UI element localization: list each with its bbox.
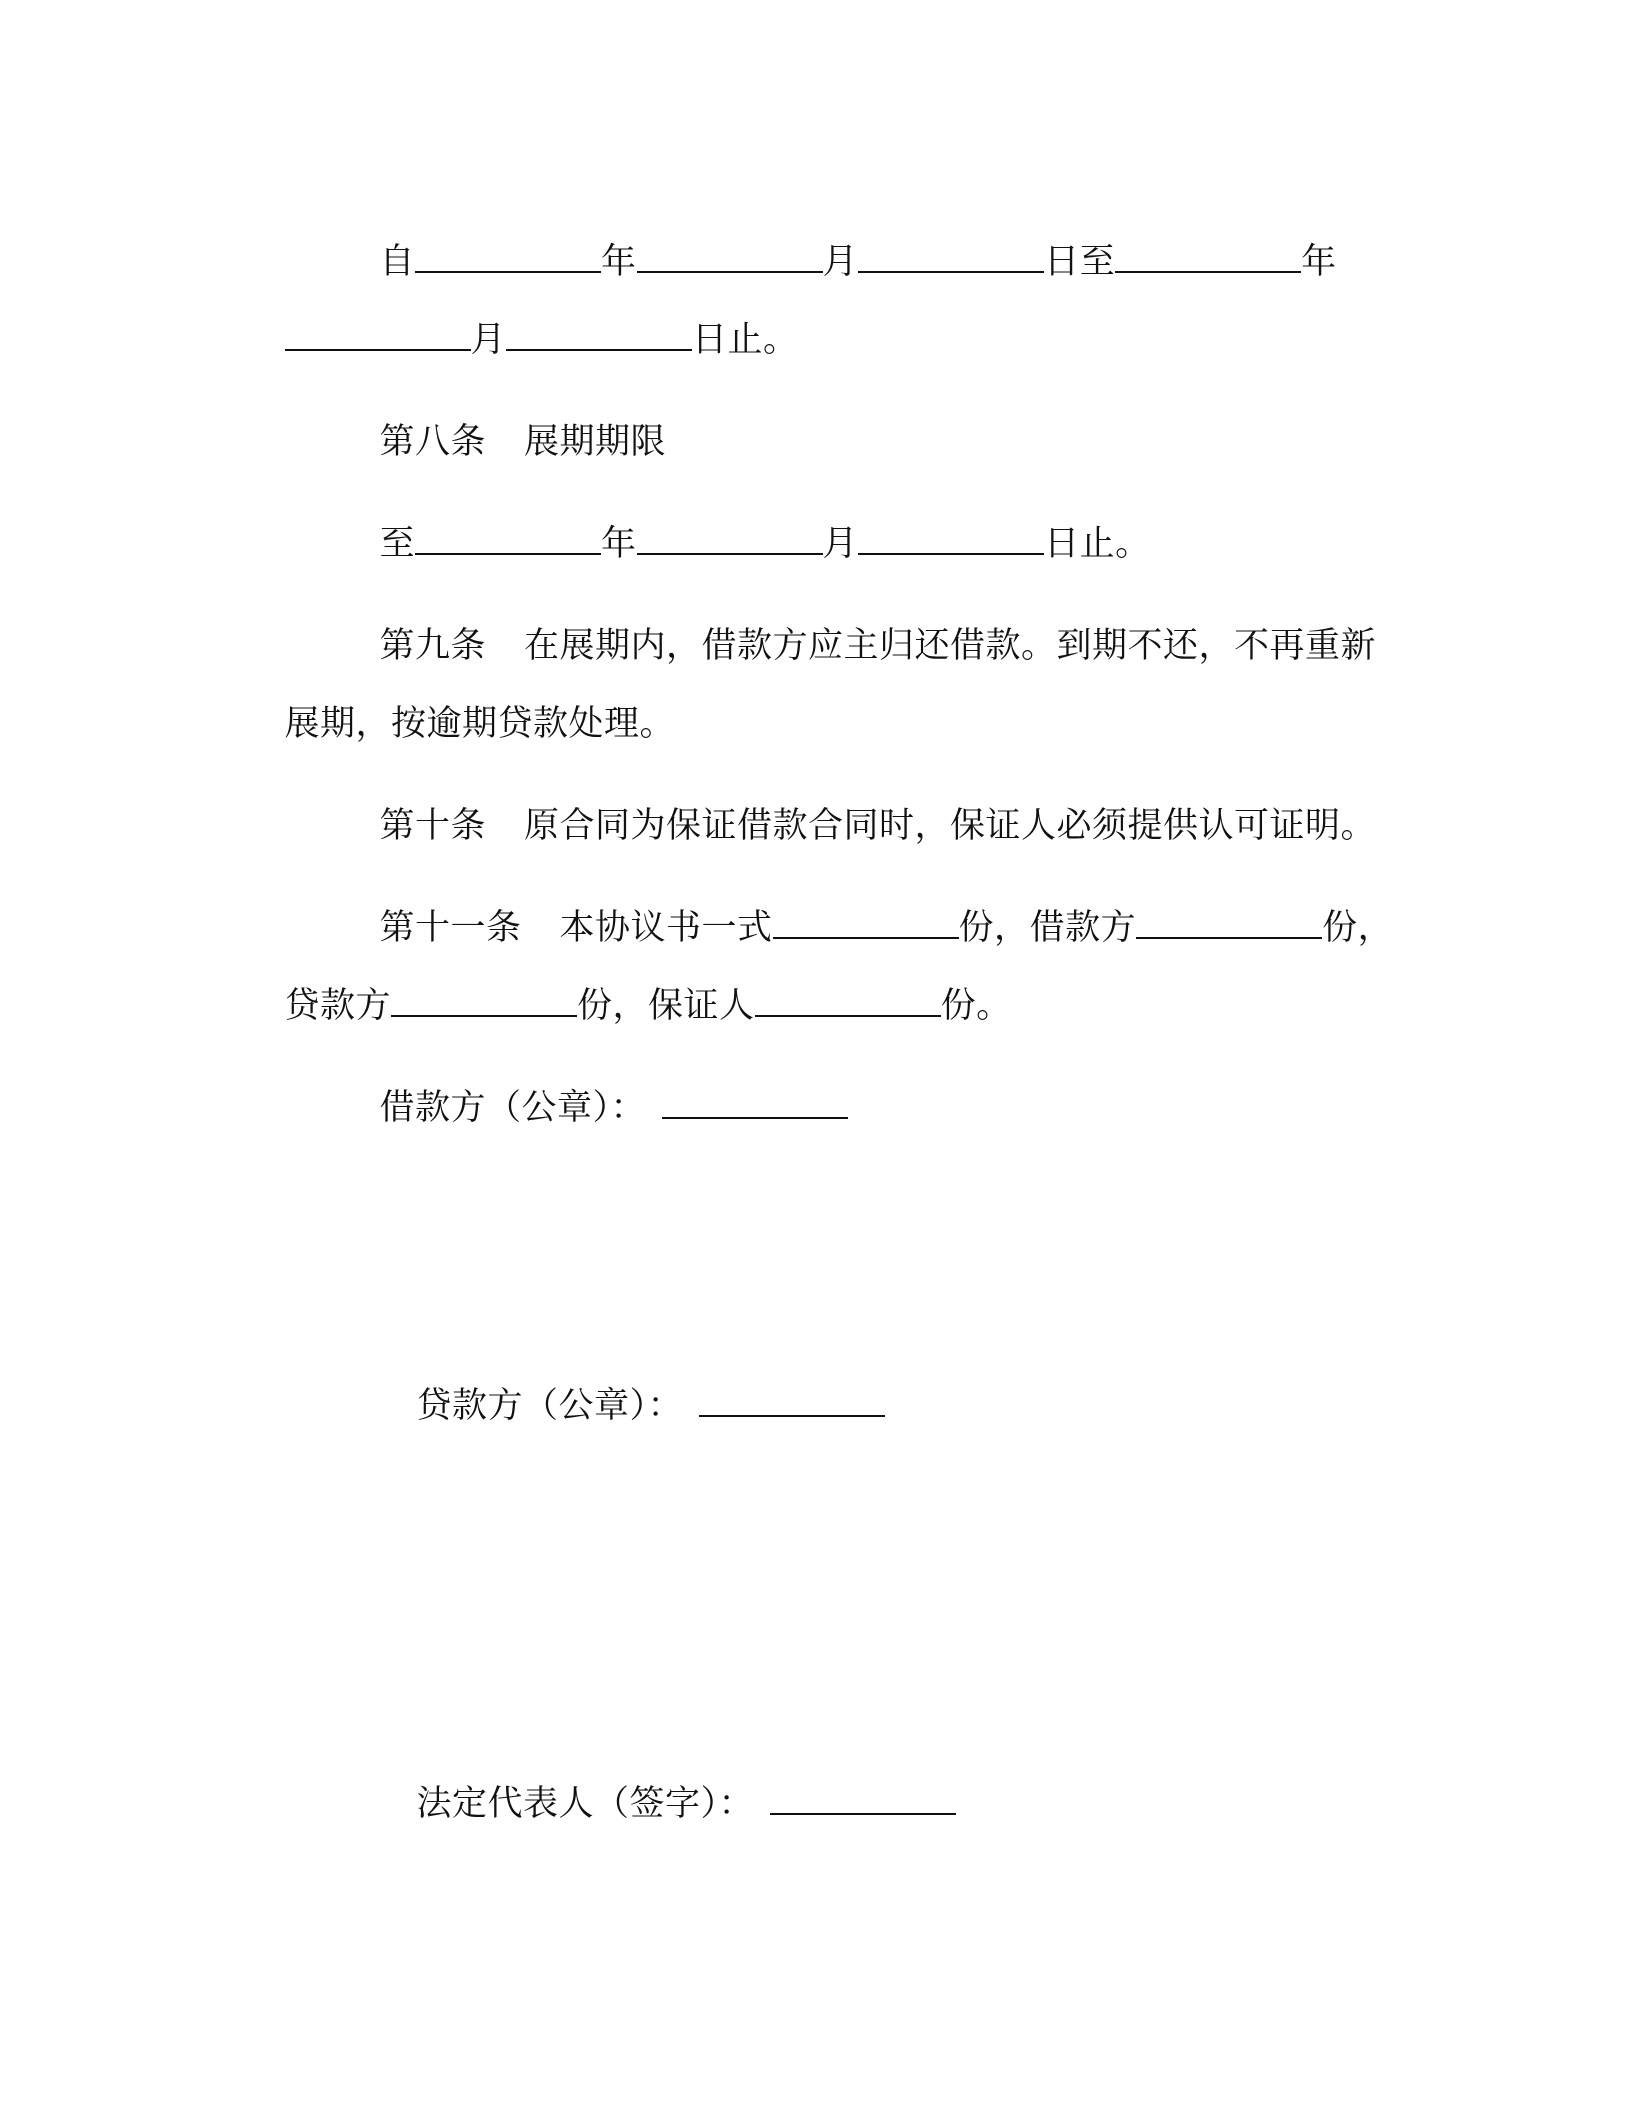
month-label: 月: [470, 320, 507, 360]
article-title: 展期期限: [524, 422, 667, 462]
end-year-blank[interactable]: [1115, 241, 1301, 273]
copies-label: 份，: [577, 986, 649, 1026]
year-label: 年: [1301, 242, 1337, 282]
day-to-label: 日至: [1044, 242, 1116, 282]
month-label: 月: [822, 524, 859, 564]
end-month-blank[interactable]: [285, 319, 471, 351]
borrower-copies-blank[interactable]: [1136, 907, 1322, 939]
guarantor-copies-blank[interactable]: [755, 985, 941, 1017]
year-label: 年: [601, 242, 637, 282]
article-text: 在展期内，借款方应主归还借款。到期不还，不再重新: [524, 626, 1377, 666]
ext-year-blank[interactable]: [415, 523, 601, 555]
guarantor-label: 保证人: [648, 986, 755, 1026]
copies-label: 份，: [958, 908, 1030, 948]
copies-label: 份。: [940, 986, 1012, 1026]
borrower-seal-label: 借款方（公章）：: [379, 1088, 647, 1128]
start-year-blank[interactable]: [415, 241, 601, 273]
legal-rep-line: [370, 1738, 956, 1870]
to-label: 至: [379, 524, 416, 564]
start-month-blank[interactable]: [637, 241, 823, 273]
article-heading: 第十条: [379, 806, 487, 846]
start-day-blank[interactable]: [858, 241, 1044, 273]
borrower-label: 借款方: [1029, 908, 1137, 948]
day-end-label: 日止。: [1044, 524, 1151, 564]
ext-month-blank[interactable]: [637, 523, 823, 555]
year-label: 年: [601, 524, 637, 564]
lender-label: 贷款方: [284, 986, 392, 1026]
borrower-seal-blank[interactable]: [662, 1087, 848, 1119]
month-label: 月: [822, 242, 859, 282]
day-end-label: 日止。: [692, 320, 799, 360]
article-heading: 第九条: [379, 626, 487, 666]
total-copies-blank[interactable]: [773, 907, 959, 939]
article-text: 原合同为保证借款合同时，保证人必须提供认可证明。: [524, 806, 1377, 846]
article-heading: 第十一条: [379, 908, 522, 948]
article-text: 展期，按逾期贷款处理。: [284, 704, 676, 744]
lender-seal-label: 贷款方（公章）：: [416, 1386, 684, 1426]
lender-seal-line: [370, 1340, 885, 1472]
borrower-seal-line: [333, 1042, 848, 1174]
copies-label: 份，: [1322, 908, 1394, 948]
legal-rep-blank[interactable]: [770, 1783, 956, 1815]
legal-rep-label: 法定代表人（签字）：: [416, 1784, 755, 1824]
article-text: 本协议书一式: [559, 908, 773, 948]
end-day-blank[interactable]: [506, 319, 692, 351]
lender-seal-blank[interactable]: [699, 1385, 885, 1417]
from-label: 自: [379, 242, 416, 282]
ext-day-blank[interactable]: [858, 523, 1044, 555]
lender-copies-blank[interactable]: [391, 985, 577, 1017]
article-heading: 第八条: [379, 422, 487, 462]
